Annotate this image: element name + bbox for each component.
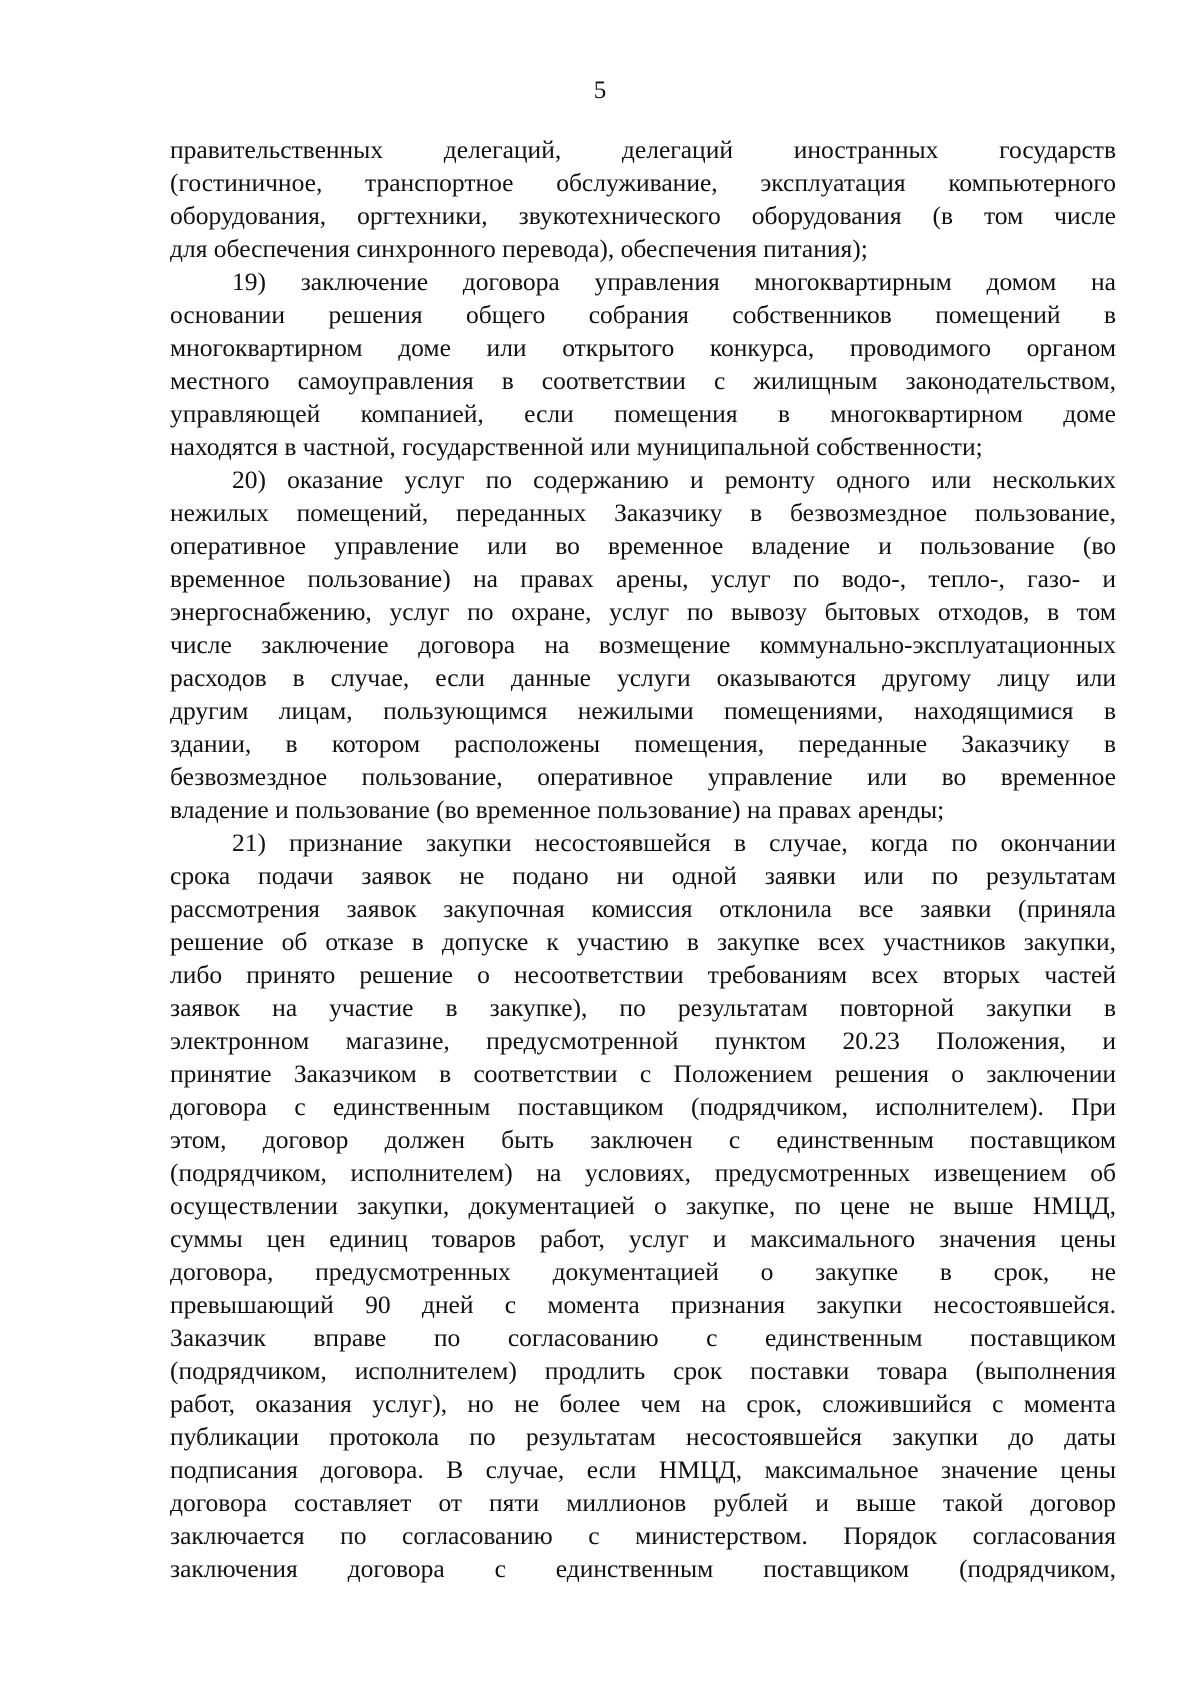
text-line: превышающий 90 дней с момента признания закупки несостоявшейся. bbox=[170, 1290, 1116, 1319]
text-line: срока подачи заявок не подано ни одной заявки или по результатам bbox=[170, 861, 1116, 890]
text-line: владение и пользование (во временное пользование) на правах аренды; bbox=[170, 795, 945, 824]
text-line: многоквартирном доме или открытого конкурса, проводимого органом bbox=[170, 333, 1116, 362]
text-line: управляющей компанией, если помещения в многоквартирном доме bbox=[170, 399, 1116, 428]
text-line: здании, в котором расположены помещения, переданные Заказчику в bbox=[170, 729, 1116, 758]
text-line: нежилых помещений, переданных Заказчику в безвозмездное пользование, bbox=[170, 498, 1116, 527]
text-line: Заказчик вправе по согласованию с единственным поставщиком bbox=[170, 1323, 1116, 1352]
text-line: 20) оказание услуг по содержанию и ремонту одного или нескольких bbox=[232, 465, 1116, 494]
text-line: публикации протокола по результатам несостоявшейся закупки до даты bbox=[170, 1422, 1116, 1451]
document-body bbox=[170, 133, 1116, 1585]
text-line: 21) признание закупки несостоявшейся в случае, когда по окончании bbox=[232, 828, 1116, 857]
text-line: безвозмездное пользование, оперативное управление или во временное bbox=[170, 762, 1116, 791]
text-line: заключается по согласованию с министерством. Порядок согласования bbox=[170, 1521, 1116, 1550]
text-line: расходов в случае, если данные услуги оказываются другому лицу или bbox=[170, 663, 1116, 692]
text-line: числе заключение договора на возмещение коммунально-эксплуатационных bbox=[170, 630, 1116, 659]
text-line: (подрядчиком, исполнителем) на условиях, предусмотренных извещением об bbox=[170, 1158, 1116, 1187]
text-line: оборудования, оргтехники, звукотехнического оборудования (в том числе bbox=[170, 201, 1116, 230]
text-line: основании решения общего собрания собственников помещений в bbox=[170, 300, 1116, 329]
text-line: суммы цен единиц товаров работ, услуг и максимального значения цены bbox=[170, 1224, 1116, 1253]
text-line: другим лицам, пользующимся нежилыми помещениями, находящимися в bbox=[170, 696, 1116, 725]
text-line: либо принято решение о несоответствии требованиям всех вторых частей bbox=[170, 960, 1116, 989]
text-line: осуществлении закупки, документацией о закупке, по цене не выше НМЦД, bbox=[170, 1191, 1116, 1220]
text-line: временное пользование) на правах арены, услуг по водо-, тепло-, газо- и bbox=[170, 564, 1116, 593]
text-line: рассмотрения заявок закупочная комиссия отклонила все заявки (приняла bbox=[170, 894, 1116, 923]
page-number: 5 bbox=[593, 77, 607, 104]
text-line: подписания договора. В случае, если НМЦД, максимальное значение цены bbox=[170, 1455, 1116, 1484]
text-line: правительственных делегаций, делегаций иностранных государств bbox=[170, 135, 1116, 164]
text-line: договора с единственным поставщиком (подрядчиком, исполнителем). При bbox=[170, 1092, 1116, 1121]
text-line: оперативное управление или во временное владение и пользование (во bbox=[170, 531, 1116, 560]
text-line: заявок на участие в закупке), по результатам повторной закупки в bbox=[170, 993, 1116, 1022]
text-line: договора составляет от пяти миллионов рублей и выше такой договор bbox=[170, 1488, 1116, 1517]
text-line: работ, оказания услуг), но не более чем на срок, сложившийся с момента bbox=[170, 1389, 1116, 1418]
text-line: заключения договора с единственным поставщиком (подрядчиком, bbox=[170, 1554, 1116, 1583]
text-line: 19) заключение договора управления многоквартирным домом на bbox=[232, 267, 1116, 296]
text-line: этом, договор должен быть заключен с единственным поставщиком bbox=[170, 1125, 1116, 1154]
text-line: договора, предусмотренных документацией о закупке в срок, не bbox=[170, 1257, 1116, 1286]
text-line: электронном магазине, предусмотренной пунктом 20.23 Положения, и bbox=[170, 1026, 1116, 1055]
text-line: решение об отказе в допуске к участию в закупке всех участников закупки, bbox=[170, 927, 1116, 956]
text-line: местного самоуправления в соответствии с жилищным законодательством, bbox=[170, 366, 1116, 395]
text-line: для обеспечения синхронного перевода), обеспечения питания); bbox=[170, 234, 868, 263]
text-line: (гостиничное, транспортное обслуживание, эксплуатация компьютерного bbox=[170, 168, 1116, 197]
text-line: принятие Заказчиком в соответствии с Положением решения о заключении bbox=[170, 1059, 1116, 1088]
text-line: находятся в частной, государственной или муниципальной собственности; bbox=[170, 432, 983, 461]
text-line: энергоснабжению, услуг по охране, услуг по вывозу бытовых отходов, в том bbox=[170, 597, 1116, 626]
text-line: (подрядчиком, исполнителем) продлить срок поставки товара (выполнения bbox=[170, 1356, 1116, 1385]
